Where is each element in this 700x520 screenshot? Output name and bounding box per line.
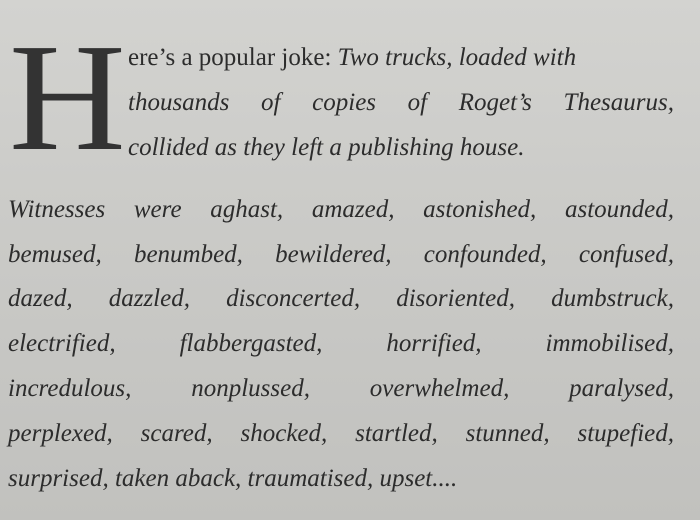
drop-cap-letter: H	[9, 13, 126, 183]
intro-line-1-italic: Two trucks, loaded with	[337, 44, 577, 71]
intro-line-1	[128, 43, 674, 73]
body-line-1: Witnesses were aghast, amazed, astonished, astounded,	[8, 196, 674, 223]
intro-line-3: collided as they left a publishing house.	[128, 134, 525, 161]
body-line-2: bemused, benumbed, bewildered, confounded, confused,	[8, 241, 674, 268]
body-line-3: dazed, dazzled, disconcerted, disoriented, dumbstruck,	[8, 285, 674, 312]
intro-line-2: thousands of copies of Roget’s Thesaurus,	[128, 89, 674, 116]
body-line-5: incredulous, nonplussed, overwhelmed, paralysed,	[8, 375, 674, 402]
body-line-7: surprised, taken aback, traumatised, upset....	[8, 465, 458, 492]
body-line-6: perplexed, scared, shocked, startled, stunned, stupefied,	[8, 420, 674, 447]
intro-line-1-roman: ere’s a popular joke:	[128, 44, 338, 71]
body-line-4: electrified, flabbergasted, horrified, immobilised,	[8, 330, 674, 357]
